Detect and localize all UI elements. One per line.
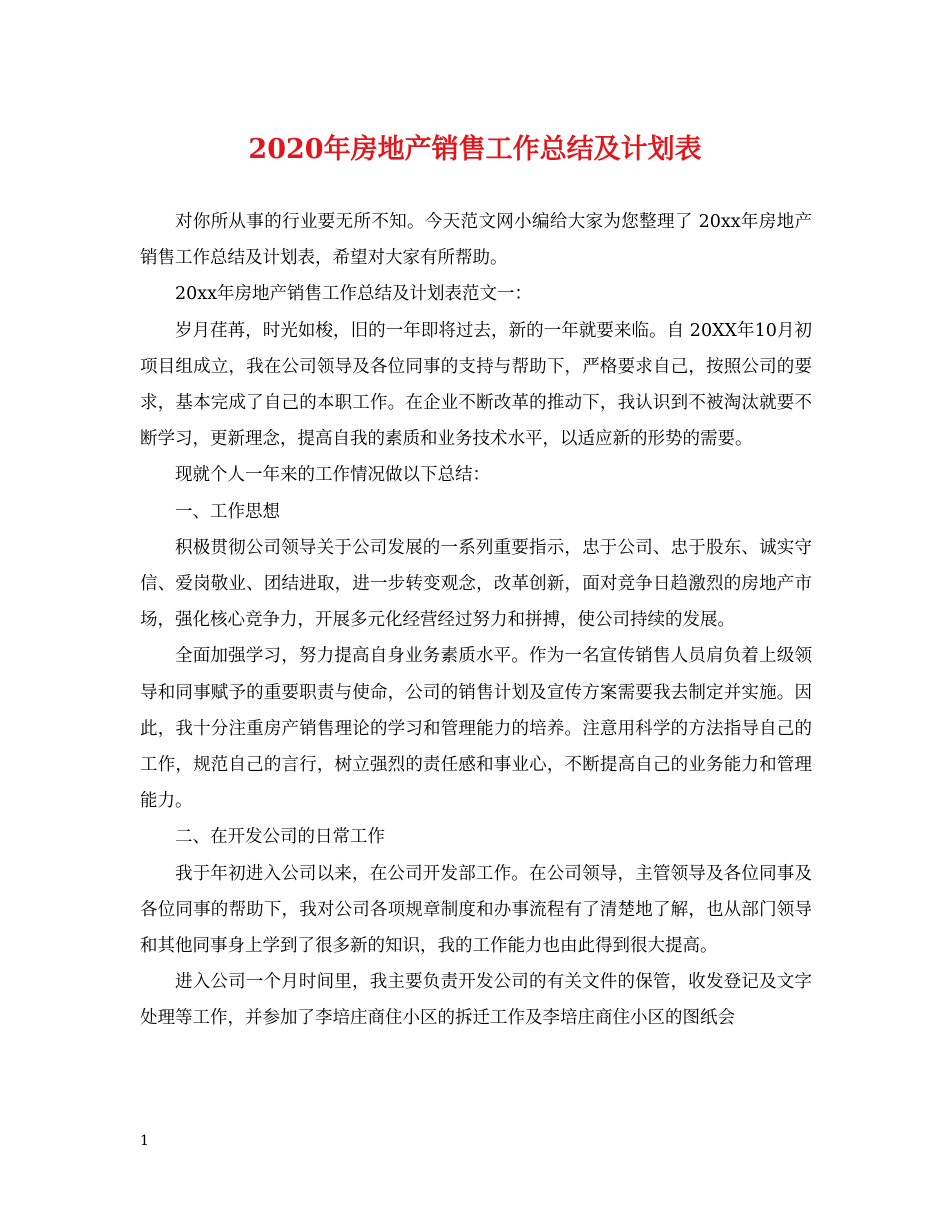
section-heading-daily-work: 二、在开发公司的日常工作 xyxy=(175,827,385,848)
section-heading-work-thinking: 一、工作思想 xyxy=(175,501,280,522)
paragraph-intro: 对你所从事的行业要无所不知。今天范文网小编给大家为您整理了 20xx年房地产销售工作总结及计划表，希望对大家有所帮助。 xyxy=(140,212,812,269)
paragraph-sample-heading: 20xx年房地产销售工作总结及计划表范文一： xyxy=(175,284,533,305)
document-body xyxy=(140,204,812,1037)
paragraph-study: 全面加强学习，努力提高自身业务素质水平。作为一名宣传销售人员肩负着上级领导和同事赋予的重要职责与使命，公司的销售计划及宣传方案需要我去制定并实施。因此，我十分注重房产销售理论的学习和管理能力的培养。注意用科学的方法指导自己的工作，规范自己的言行，树立强烈的责任感和事业心，不断提高自己的业务能力和管理能力。 xyxy=(140,646,812,812)
paragraph-opening: 岁月荏苒，时光如梭，旧的一年即将过去，新的一年就要来临。自 20XX年10月初项目组成立，我在公司领导及各位同事的支持与帮助下，严格要求自己，按照公司的要求，基本完成了自己的本职工作。在企业不断改革的推动下，我认识到不被淘汰就要不断学习，更新理念，提高自我的素质和业务技术水平，以适应新的形势的需要。 xyxy=(140,320,812,450)
paragraph-first-month: 进入公司一个月时间里，我主要负责开发公司的有关文件的保管，收发登记及文字处理等工作，并参加了李培庄商住小区的拆迁工作及李培庄商住小区的图纸会 xyxy=(140,972,812,1029)
page-number: 1 xyxy=(140,1133,149,1149)
paragraph-work-thinking: 积极贯彻公司领导关于公司发展的一系列重要指示，忠于公司、忠于股东、诚实守信、爱岗敬业、团结进取，进一步转变观念，改革创新，面对竞争日趋激烈的房地产市场，强化核心竞争力，开展多元化经营经过努力和拼搏，使公司持续的发展。 xyxy=(140,537,812,631)
paragraph-summary-lead: 现就个人一年来的工作情况做以下总结： xyxy=(175,465,490,486)
paragraph-joining: 我于年初进入公司以来，在公司开发部工作。在公司领导，主管领导及各位同事及各位同事的帮助下，我对公司各项规章制度和办事流程有了清楚地了解，也从部门领导和其他同事身上学到了很多新的知识，我的工作能力也由此得到很大提高。 xyxy=(140,863,812,957)
document-title: 2020年房地产销售工作总结及计划表 xyxy=(248,134,702,165)
